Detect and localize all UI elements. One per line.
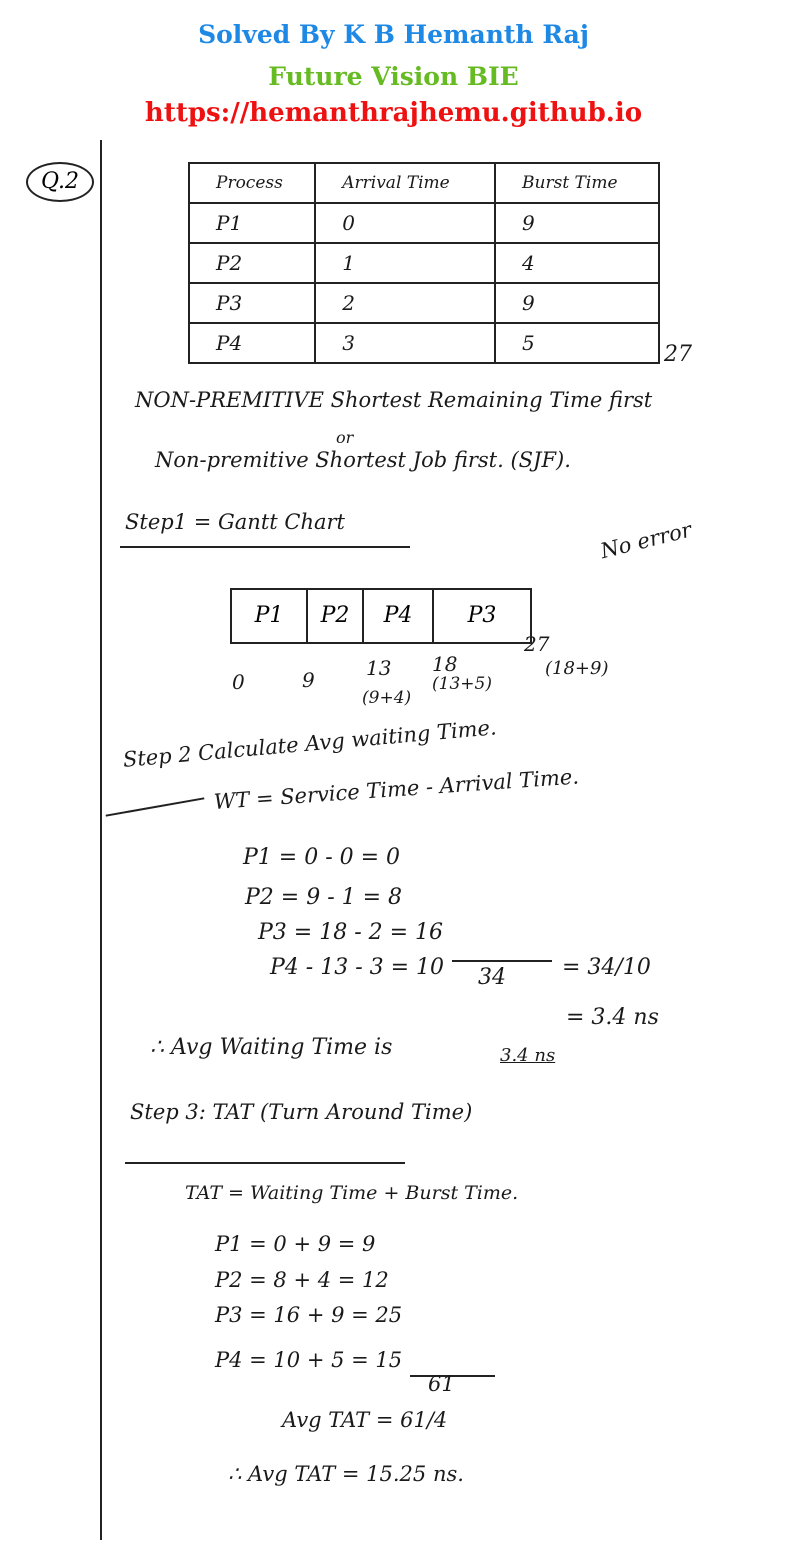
wt-result: = 3.4 ns [566,1005,659,1030]
burst-total: 27 [664,342,692,367]
algorithm-line-2: Non-premitive Shortest Job first. (SJF). [155,448,571,472]
gantt-sum: (13+5) [432,674,492,694]
tat-line: P3 = 16 + 9 = 25 [215,1303,403,1327]
process-cell: P1 [189,203,315,243]
tat-line: P4 = 10 + 5 = 15 [215,1348,403,1372]
algorithm-line-1: NON-PREMITIVE Shortest Remaining Time first [135,388,653,412]
arrival-cell: 3 [315,323,495,363]
step1-underline [120,546,410,548]
wt-formula: WT = Service Time - Arrival Time. [213,764,580,814]
margin-line [100,140,102,1540]
gantt-time: 13 [366,656,392,680]
gantt-time: 9 [302,668,315,692]
wt-total: 34 [478,965,506,990]
step1-title: Step1 = Gantt Chart [125,510,345,534]
tat-avg: Avg TAT = 61/4 [282,1408,448,1432]
question-label: Q.2 [26,162,94,202]
wt-line: P4 - 13 - 3 = 10 [270,955,445,980]
wt-sum-line [452,960,552,962]
wt-division: = 34/10 [562,955,651,980]
gantt-block: P3 [467,603,497,628]
table-row [189,283,659,323]
gantt-time: 18 [432,652,458,676]
avg-wt-value: 3.4 ns [500,1045,556,1066]
gantt-chart [230,588,532,644]
header-url: https://hemanthrajhemu.github.io [144,98,643,128]
gantt-block: P1 [232,590,308,642]
table-row [189,323,659,363]
table-row [189,203,659,243]
column-header: Process [189,163,315,203]
avg-wt-conclusion: ∴ Avg Waiting Time is [150,1035,393,1060]
wt-line: P1 = 0 - 0 = 0 [243,845,401,870]
process-cell: P3 [189,283,315,323]
arrival-cell: 0 [315,203,495,243]
header-author: Solved By K B Hemanth Raj [198,20,589,49]
wt-line: P2 = 9 - 1 = 8 [245,885,403,910]
gantt-sum: (9+4) [362,688,412,708]
burst-cell: 9 [495,203,659,243]
arrival-cell: 2 [315,283,495,323]
burst-cell: 5 [495,323,659,363]
tat-total: 61 [428,1372,455,1396]
process-cell: P2 [189,243,315,283]
step2-underline [106,797,205,816]
burst-cell: 9 [495,283,659,323]
gantt-time: 27 [524,632,550,656]
algorithm-or: or [336,428,354,447]
table-header-row [189,163,659,203]
process-cell: P4 [189,323,315,363]
gantt-sum: (18+9) [545,658,609,679]
gantt-block: P2 [308,590,364,642]
tat-line: P2 = 8 + 4 = 12 [215,1268,389,1292]
process-table [188,162,660,364]
burst-cell: 4 [495,243,659,283]
header-org: Future Vision BIE [268,62,519,91]
column-header: Burst Time [495,163,659,203]
step2-title: Step 2 Calculate Avg waiting Time. [122,715,498,772]
wt-line: P3 = 18 - 2 = 16 [258,920,444,945]
gantt-block: P4 [364,590,434,642]
step3-title: Step 3: TAT (Turn Around Time) [130,1100,473,1124]
table-row [189,243,659,283]
no-error-note: No error [598,517,694,564]
tat-formula: TAT = Waiting Time + Burst Time. [185,1182,519,1204]
step3-underline [125,1162,405,1164]
column-header: Arrival Time [315,163,495,203]
gantt-time: 0 [232,670,245,694]
tat-result: ∴ Avg TAT = 15.25 ns. [228,1462,464,1486]
arrival-cell: 1 [315,243,495,283]
tat-line: P1 = 0 + 9 = 9 [215,1232,376,1256]
